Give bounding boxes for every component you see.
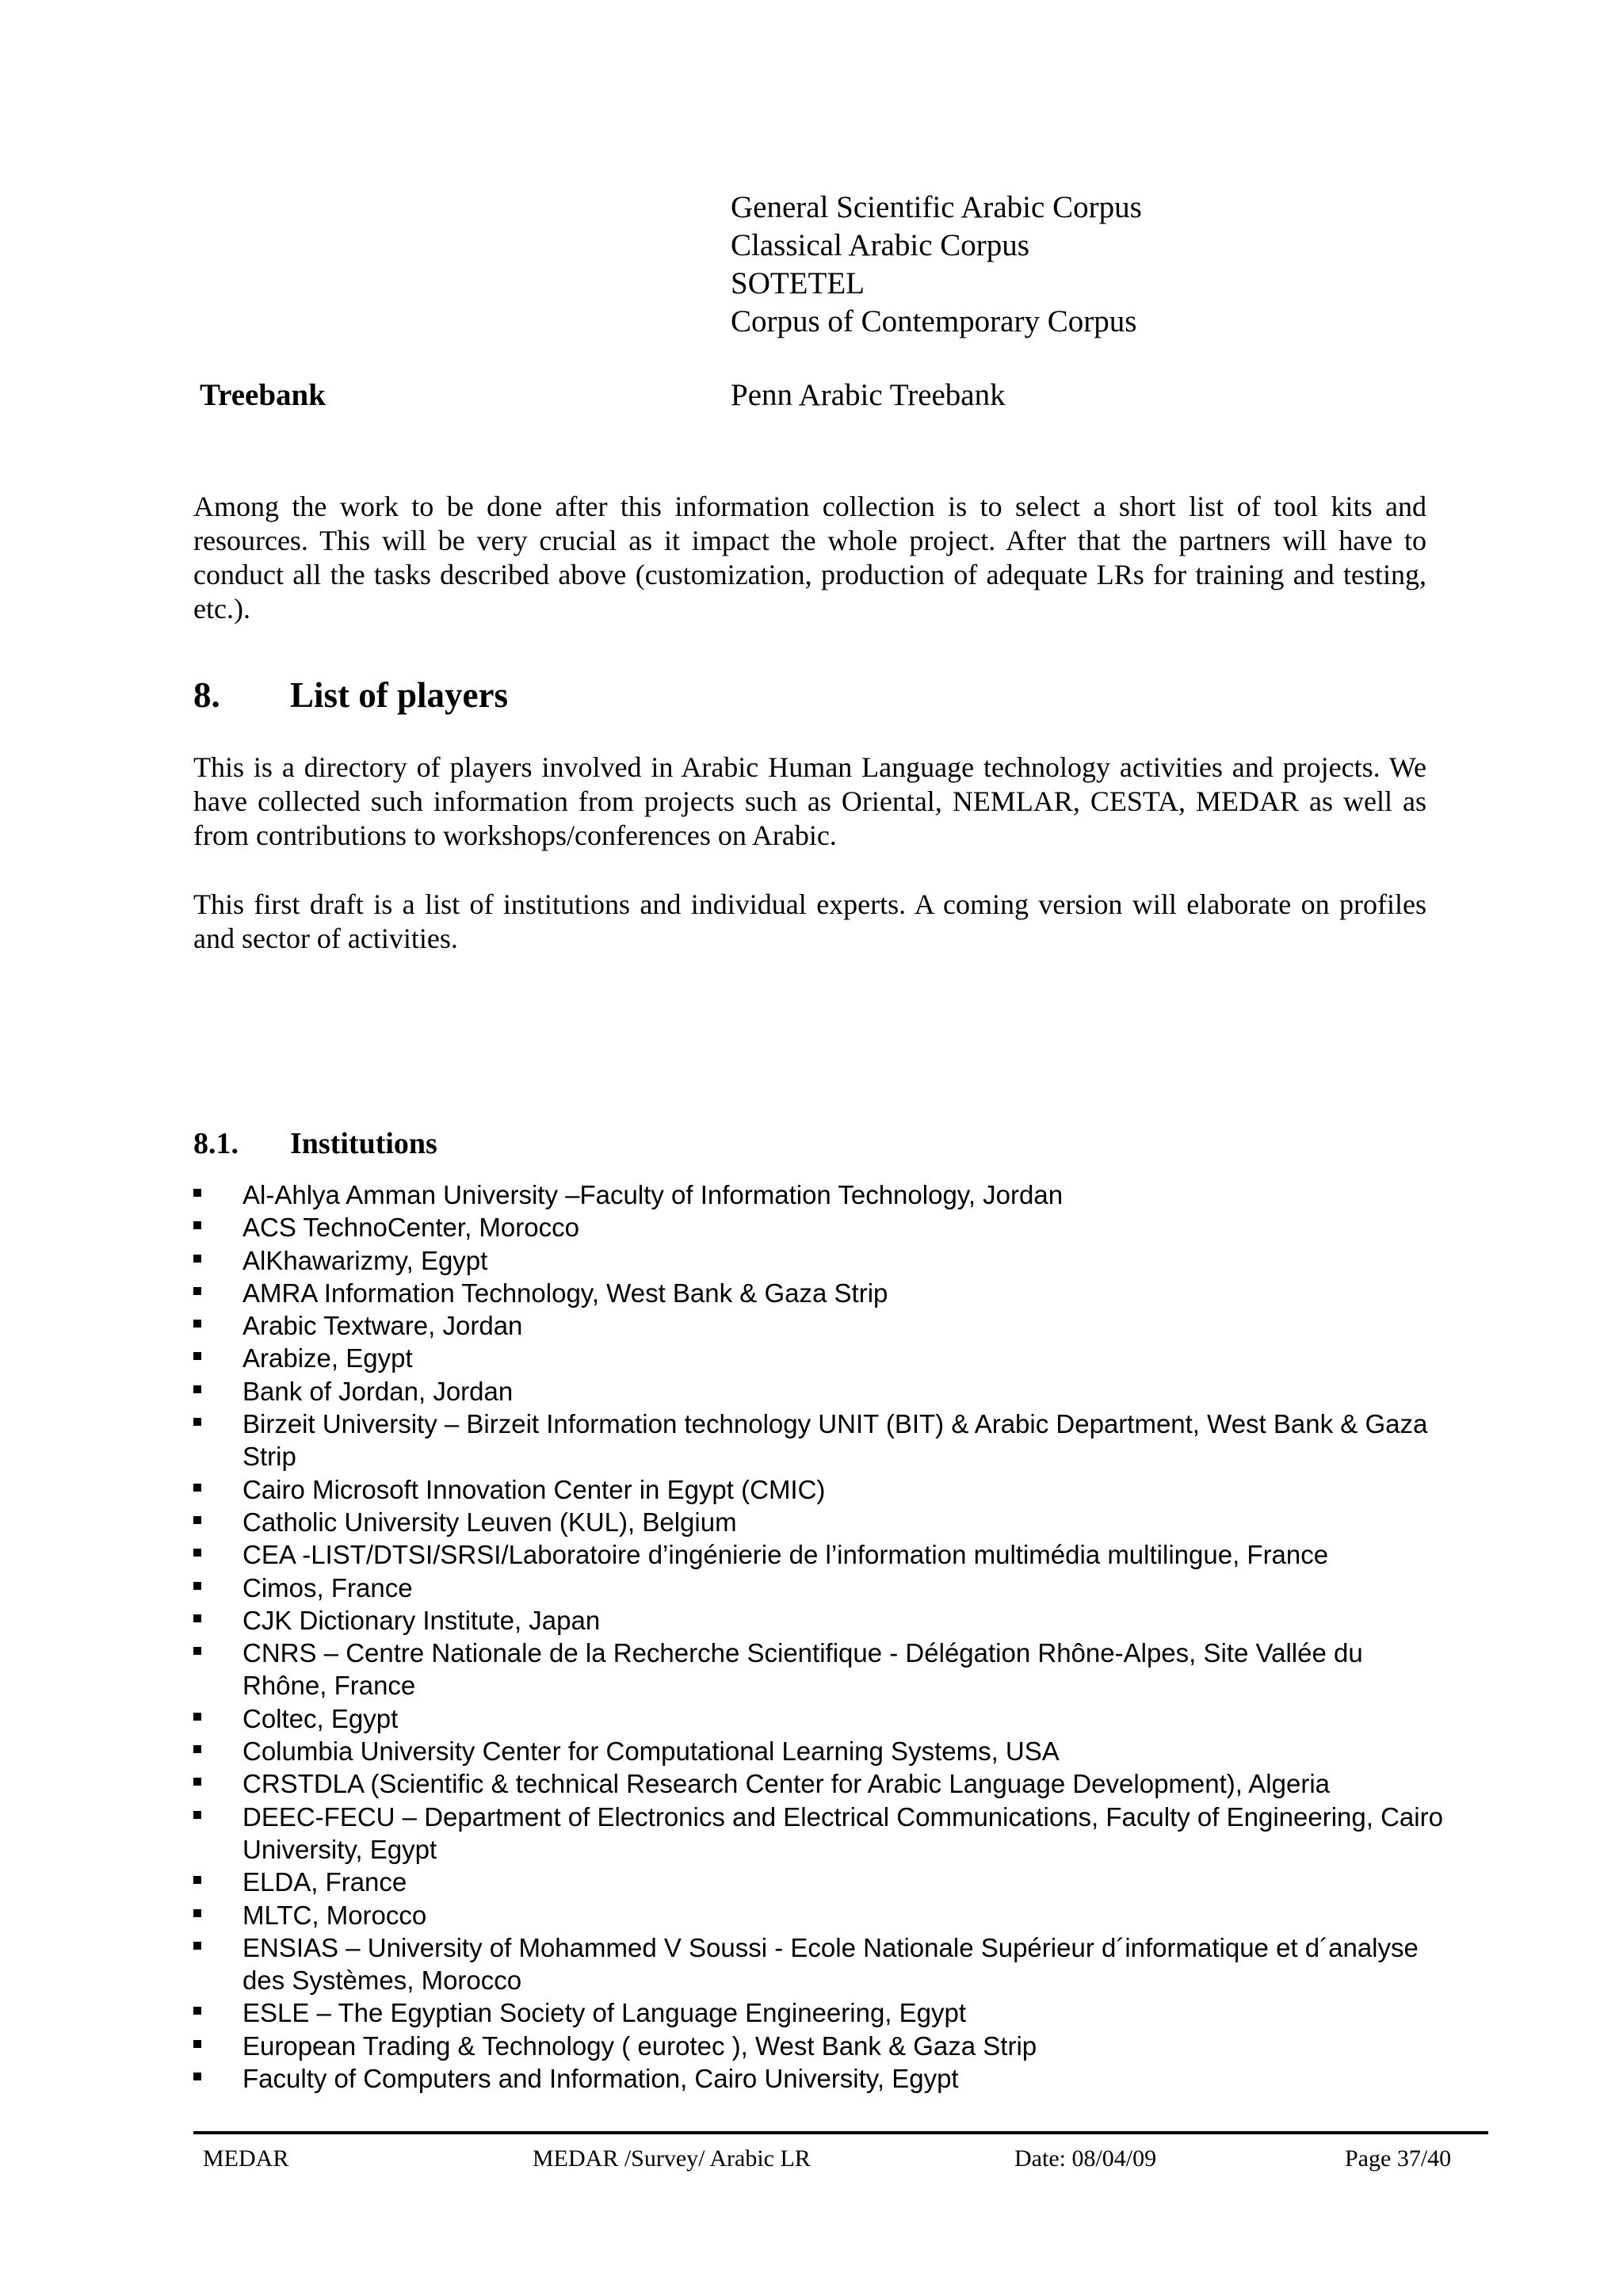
intro-paragraph: Among the work to be done after this information collection is to select a short list of tool kits and resources. This will be very crucial as it impact the whole project. After that the partners will have to conduct all the tasks described above (customization, production of adequate LRs for training and testing, etc.).: [193, 491, 1426, 625]
bullet-icon: [193, 2007, 201, 2015]
institution-item: [193, 1408, 1445, 1473]
bullet-icon: [193, 1614, 201, 1622]
institutions-list: [193, 1179, 1445, 2095]
institution-name: Catholic University Leuven (KUL), Belgium: [242, 1507, 737, 1537]
institution-name: European Trading & Technology ( eurotec ), West Bank & Gaza Strip: [242, 2030, 1037, 2061]
bullet-icon: [193, 1189, 201, 1197]
institution-name: ESLE – The Egyptian Society of Language Engineering, Egypt: [242, 1998, 967, 2028]
institution-name: ENSIAS – University of Mohammed V Soussi - Ecole Nationale Supérieur d´informatique et d´analyse des Systèmes, Morocco: [242, 1932, 1419, 1996]
bullet-icon: [193, 1255, 201, 1263]
institution-name: Coltec, Egypt: [242, 1703, 399, 1733]
institution-name: AlKhawarizmy, Egypt: [242, 1245, 488, 1275]
bullet-icon: [193, 1221, 201, 1229]
bullet-icon: [193, 1418, 201, 1426]
institution-name: Cairo Microsoft Innovation Center in Egypt (CMIC): [242, 1474, 826, 1504]
subsection-number: 8.1.: [193, 1127, 239, 1160]
institution-item: [193, 1996, 1445, 2029]
bullet-icon: [193, 1582, 201, 1590]
institution-name: Bank of Jordan, Jordan: [242, 1376, 514, 1406]
institution-item: [193, 1572, 1445, 1604]
institution-name: Birzeit University – Birzeit Information technology UNIT (BIT) & Arabic Department, West Bank & Gaza Strip: [242, 1409, 1428, 1472]
bullet-icon: [193, 2040, 201, 2048]
footer-org: MEDAR: [203, 2145, 289, 2172]
footer-document: MEDAR /Survey/ Arabic LR: [533, 2145, 811, 2172]
corpus-item: Corpus of Contemporary Corpus: [731, 304, 1137, 338]
institution-item: [193, 1211, 1445, 1244]
institution-item: [193, 2030, 1445, 2062]
bullet-icon: [193, 1778, 201, 1786]
treebank-label: Treebank: [200, 378, 326, 412]
institution-item: [193, 1506, 1445, 1538]
bullet-icon: [193, 1287, 201, 1295]
institution-item: [193, 1899, 1445, 1931]
footer-rule: [193, 2131, 1488, 2134]
bullet-icon: [193, 1320, 201, 1328]
bullet-icon: [193, 1549, 201, 1557]
institution-item: [193, 1604, 1445, 1637]
bullet-icon: [193, 1516, 201, 1524]
institution-name: Columbia University Center for Computational Learning Systems, USA: [242, 1736, 1060, 1767]
footer-date: Date: 08/04/09: [1014, 2145, 1157, 2172]
institution-name: AMRA Information Technology, West Bank & Gaza Strip: [242, 1278, 888, 1308]
institution-name: Cimos, France: [242, 1572, 413, 1603]
treebank-value: Penn Arabic Treebank: [731, 378, 1006, 412]
institution-name: Al-Ahlya Amman University –Faculty of Information Technology, Jordan: [242, 1180, 1064, 1209]
institution-name: Arabize, Egypt: [242, 1343, 413, 1373]
institution-item: [193, 1767, 1445, 1800]
institution-item: [193, 1866, 1445, 1898]
bullet-icon: [193, 1745, 201, 1753]
bullet-icon: [193, 1942, 201, 1950]
subsection-heading: [193, 1125, 437, 1162]
institution-name: ACS TechnoCenter, Morocco: [242, 1213, 579, 1243]
bullet-icon: [193, 1484, 201, 1492]
institution-name: CEA -LIST/DTSI/SRSI/Laboratoire d’ingénierie de l’information multimédia multilingue, France: [242, 1540, 1329, 1570]
institution-name: CRSTDLA (Scientific & technical Research Center for Arabic Language Development), Algeria: [242, 1769, 1331, 1799]
bullet-icon: [193, 1352, 201, 1360]
institution-item: [193, 1637, 1445, 1702]
institution-name: CJK Dictionary Institute, Japan: [242, 1605, 601, 1635]
institution-item: [193, 1375, 1445, 1408]
section-paragraph-2: This first draft is a list of institutions and individual experts. A coming version will elaborate on profiles and sector of activities.: [193, 888, 1426, 954]
institution-name: CNRS – Centre Nationale de la Recherche Scientifique - Délégation Rhône-Alpes, Site Vallée du Rhône, France: [242, 1638, 1363, 1701]
institution-item: [193, 1179, 1445, 1211]
corpus-list: [731, 189, 1142, 341]
institution-item: [193, 1931, 1445, 1997]
institution-item: [193, 2062, 1445, 2095]
bullet-icon: [193, 1647, 201, 1655]
institution-item: [193, 1735, 1445, 1767]
institution-item: [193, 1277, 1445, 1309]
institution-name: MLTC, Morocco: [242, 1900, 427, 1930]
section-number: 8.: [193, 675, 220, 715]
bullet-icon: [193, 1713, 201, 1721]
institution-item: [193, 1702, 1445, 1735]
section-title: List of players: [290, 675, 508, 715]
institution-item: [193, 1538, 1445, 1571]
subsection-title: Institutions: [290, 1127, 437, 1160]
bullet-icon: [193, 1811, 201, 1819]
corpus-item: General Scientific Arabic Corpus: [731, 190, 1142, 224]
bullet-icon: [193, 1876, 201, 1884]
institution-name: DEEC-FECU – Department of Electronics and Electrical Communications, Faculty of Engineering, Cairo University, Egypt: [242, 1801, 1443, 1864]
section-paragraph-1: This is a directory of players involved in Arabic Human Language technology activities and projects. We have collected such information from projects such as Oriental, NEMLAR, CESTA, MEDAR as well as from contributions to workshops/conferences on Arabic.: [193, 751, 1426, 851]
institution-name: Arabic Textware, Jordan: [242, 1311, 523, 1341]
institution-item: [193, 1801, 1445, 1866]
corpus-item: SOTETEL: [731, 266, 865, 300]
institution-item: [193, 1342, 1445, 1374]
institution-name: Faculty of Computers and Information, Cairo University, Egypt: [242, 2064, 959, 2094]
corpus-item: Classical Arabic Corpus: [731, 228, 1029, 262]
institution-item: [193, 1309, 1445, 1342]
bullet-icon: [193, 2073, 201, 2080]
institution-item: [193, 1473, 1445, 1506]
bullet-icon: [193, 1385, 201, 1393]
institution-item: [193, 1244, 1445, 1277]
institution-name: ELDA, France: [242, 1867, 407, 1897]
bullet-icon: [193, 1909, 201, 1917]
footer-page: Page 37/40: [1345, 2145, 1452, 2172]
section-heading: [193, 674, 508, 716]
